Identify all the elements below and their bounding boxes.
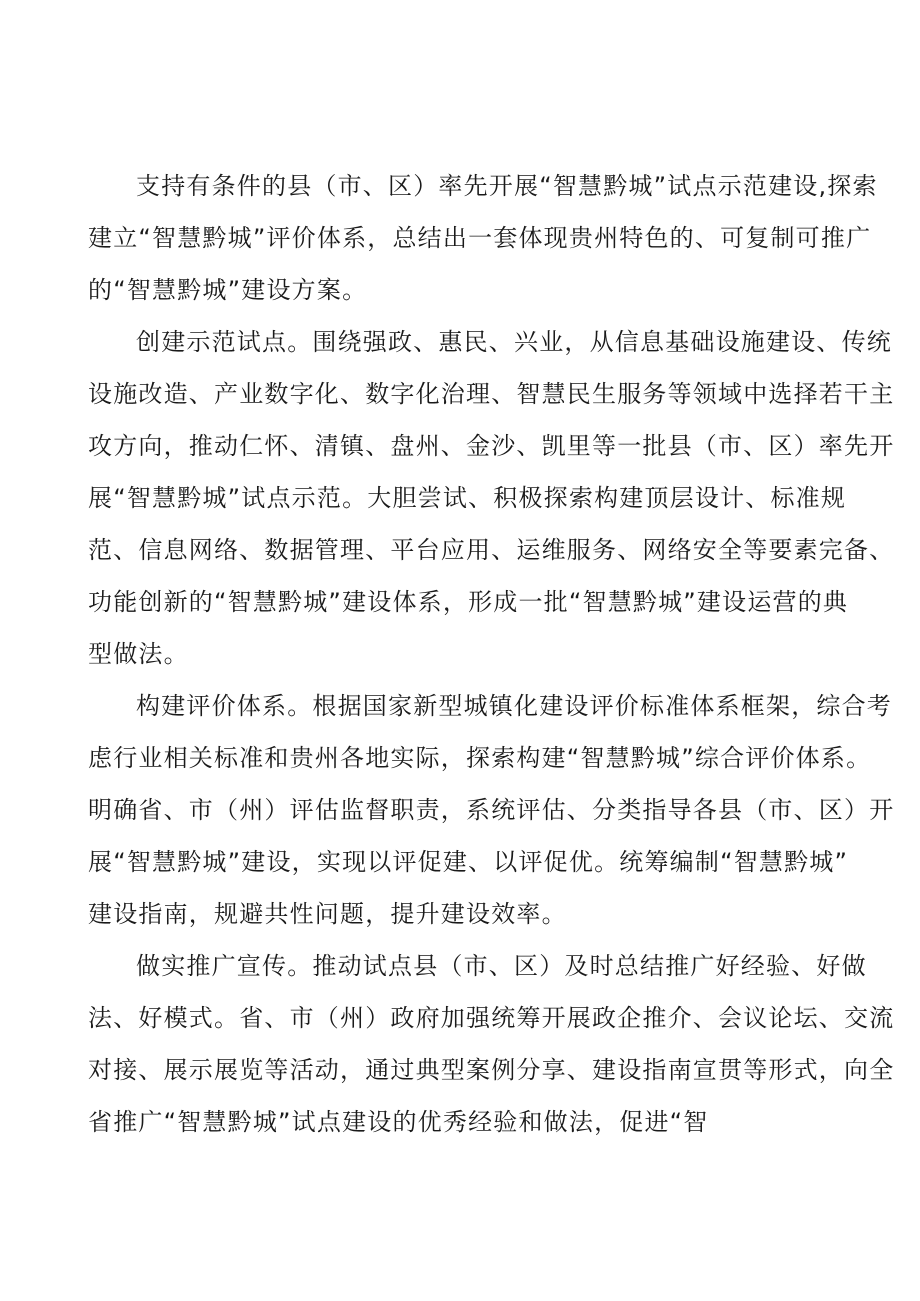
paragraph-line: 构建评价体系。根据国家新型城镇化建设评价标准体系框架，综合考 [136,692,892,720]
paragraph-line: 建立“智慧黔城”评价体系，总结出一套体现贵州特色的、可复制可推广 [88,224,872,252]
paragraph-line: 范、信息网络、数据管理、平台应用、运维服务、网络安全等要素完备、 [88,536,895,564]
paragraph-line: 对接、展示展览等活动，通过典型案例分享、建设指南宣贯等形式，向全 [88,1056,895,1084]
paragraph-line: 攻方向，推动仁怀、清镇、盘州、金沙、凯里等一批县（市、区）率先开 [88,432,895,460]
paragraph-line: 做实推广宣传。推动试点县（市、区）及时总结推广好经验、好做 [136,952,867,980]
paragraph-line: 创建示范试点。围绕强政、惠民、兴业，从信息基础设施建设、传统 [136,328,892,356]
paragraph-line: 明确省、市（州）评估监督职责，系统评估、分类指导各县（市、区）开 [88,796,895,824]
paragraph-line: 设施改造、产业数字化、数字化治理、智慧民生服务等领域中选择若干主 [88,380,895,408]
paragraph-line: 虑行业相关标准和贵州各地实际，探索构建“智慧黔城”综合评价体系。 [88,744,872,772]
paragraph-line: 建设指南，规避共性问题，提升建设效率。 [88,900,567,928]
paragraph-line: 型做法。 [88,640,189,668]
paragraph-line: 法、好模式。省、市（州）政府加强统筹开展政企推介、会议论坛、交流 [88,1004,895,1032]
paragraph-line: 展“智慧黔城”试点示范。大胆尝试、积极探索构建顶层设计、标准规 [88,484,847,512]
paragraph-line: 的“智慧黔城”建设方案。 [88,276,368,304]
paragraph-line: 功能创新的“智慧黔城”建设体系，形成一批“智慧黔城”建设运营的典 [88,588,849,616]
paragraph-line: 支持有条件的县（市、区）率先开展“智慧黔城”试点示范建设,探索 [136,172,878,200]
paragraph-line: 省推广“智慧黔城”试点建设的优秀经验和做法，促进“智 [88,1108,709,1136]
paragraph-line: 展“智慧黔城”建设，实现以评促建、以评促优。统筹编制“智慧黔城” [88,848,849,876]
